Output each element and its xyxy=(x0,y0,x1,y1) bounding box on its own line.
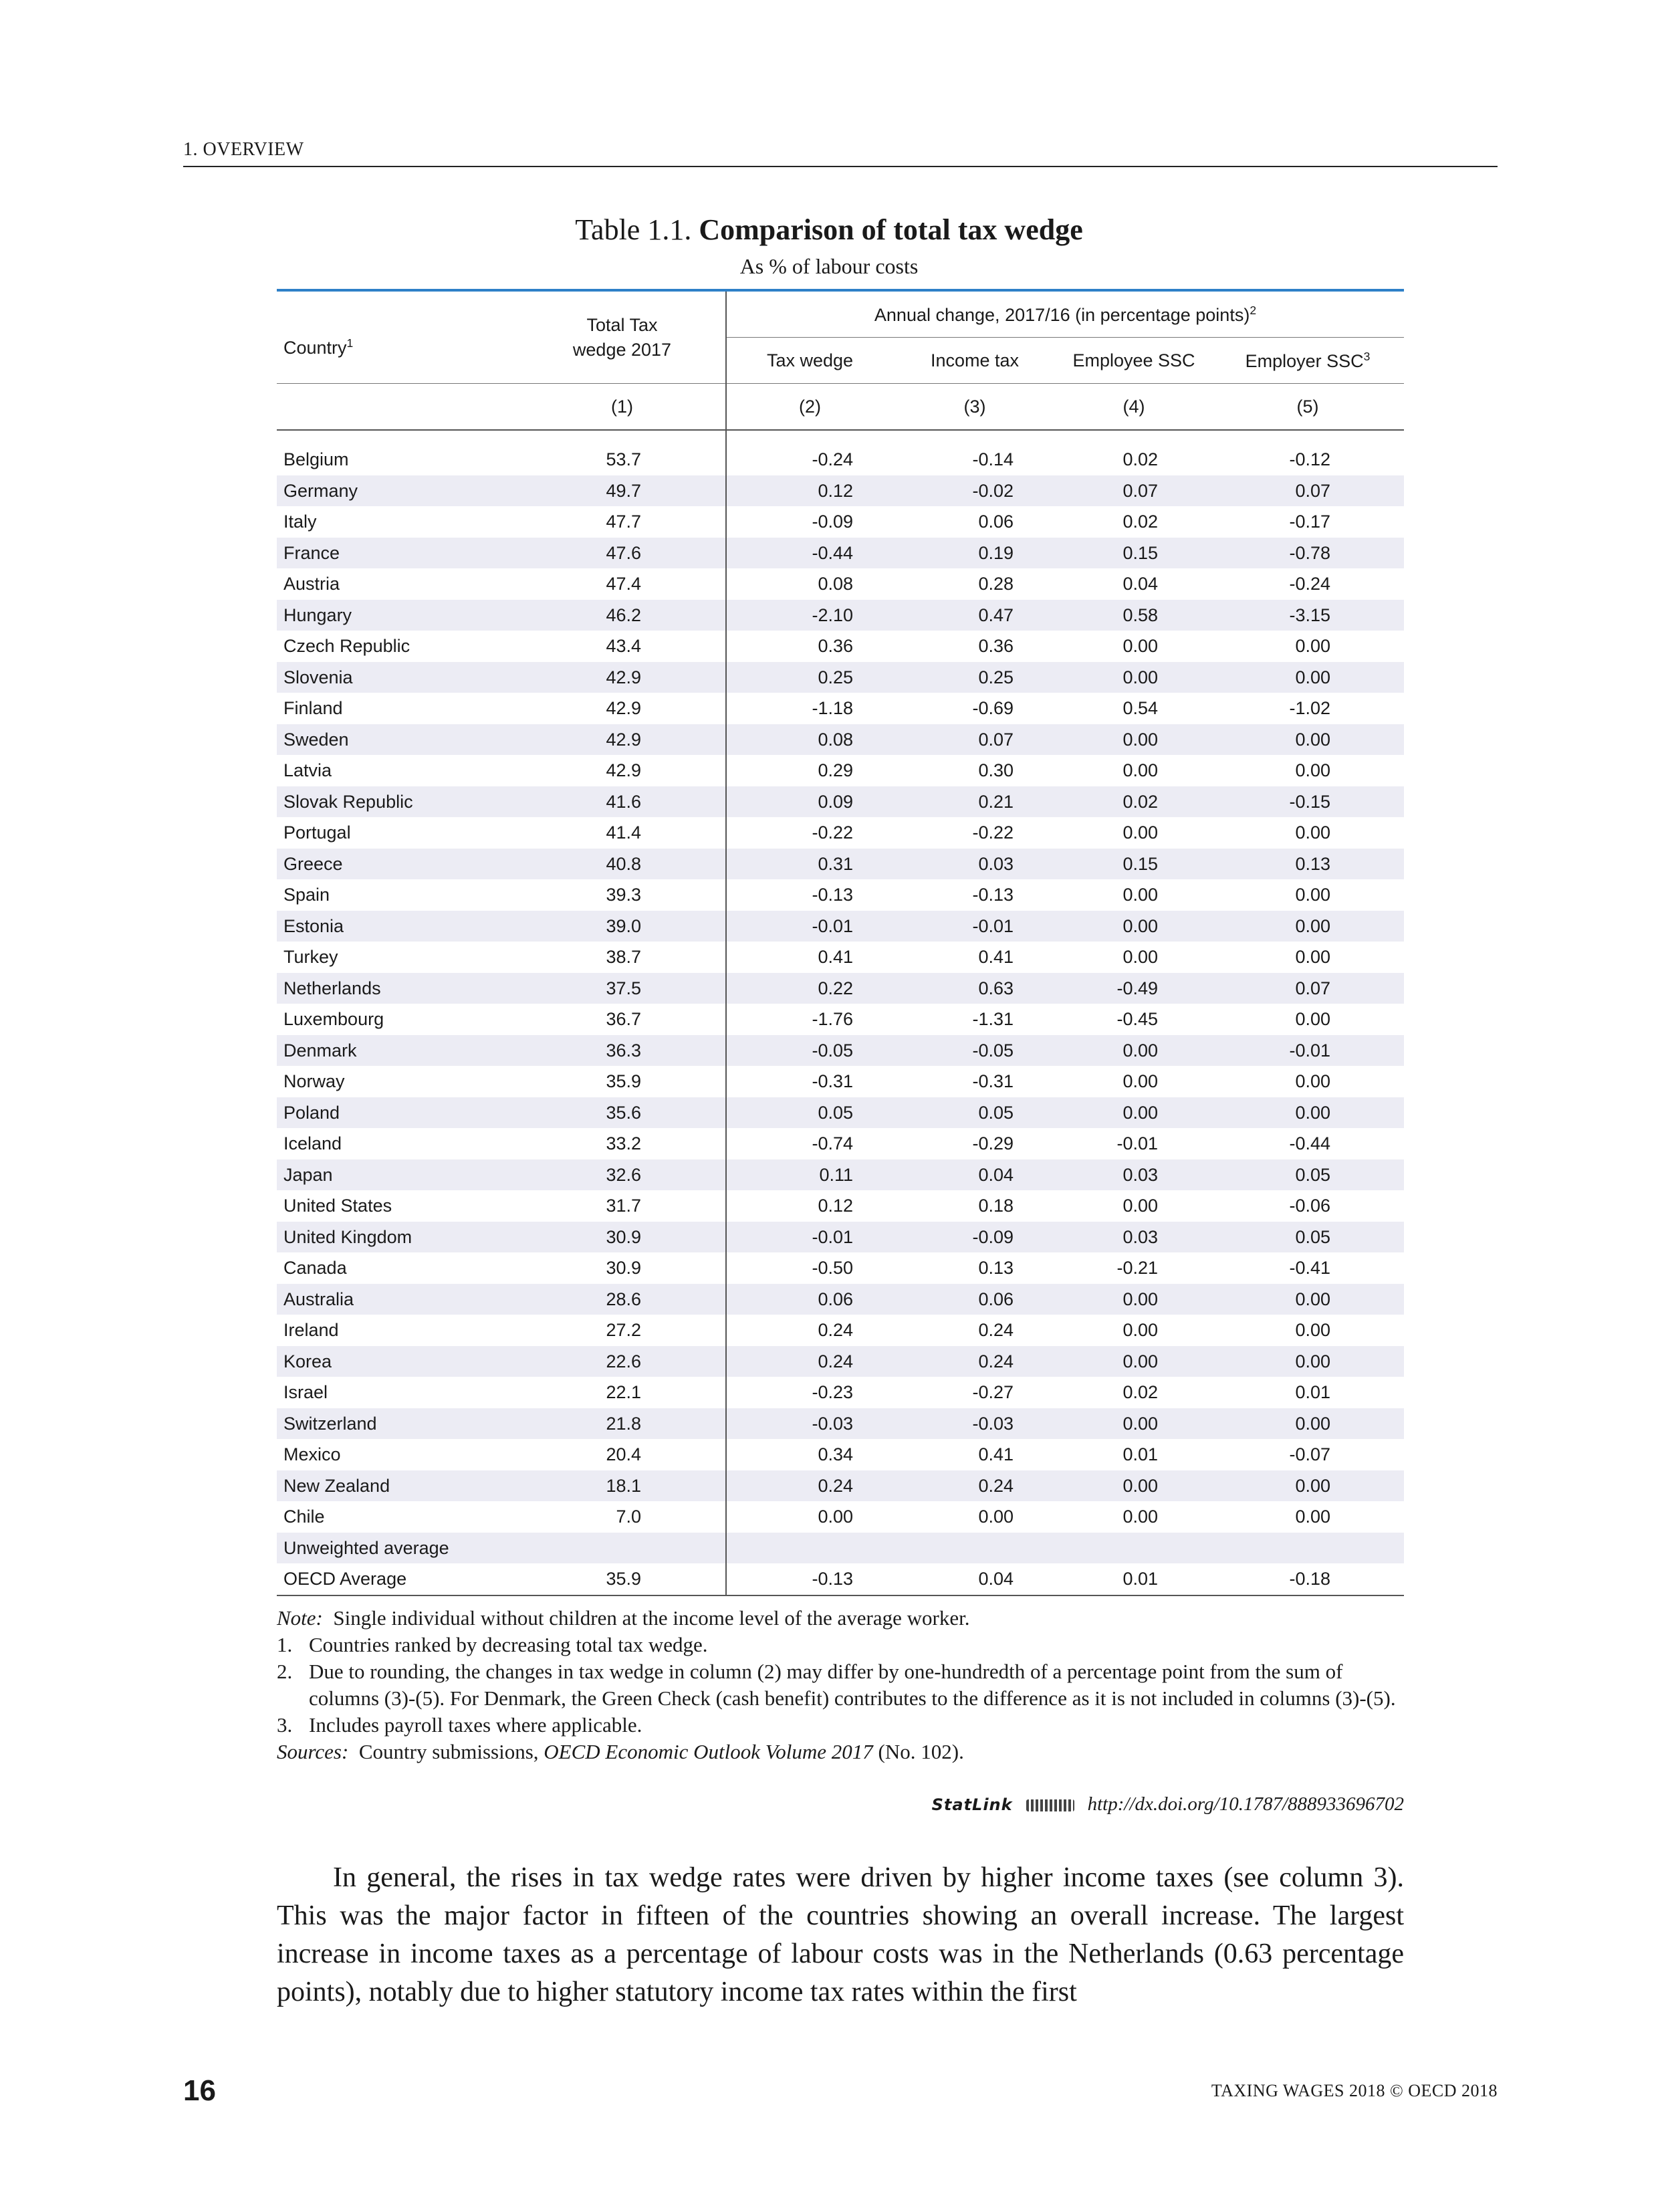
row-value-col2: -0.05 xyxy=(726,1035,893,1067)
table-row xyxy=(277,1035,1404,1067)
row-value-col1: 43.4 xyxy=(519,631,726,662)
table-row xyxy=(277,1563,1404,1595)
row-value-col2: -0.31 xyxy=(726,1066,893,1097)
table-row xyxy=(277,849,1404,880)
row-value-col5: 0.00 xyxy=(1211,817,1404,849)
row-value-col3 xyxy=(893,1533,1056,1564)
table-row xyxy=(277,1128,1404,1159)
row-value-col4: 0.00 xyxy=(1056,1035,1211,1067)
row-value-col2: 0.12 xyxy=(726,475,893,507)
row-value-col5: 0.00 xyxy=(1211,1284,1404,1315)
row-value-col1 xyxy=(519,1533,726,1564)
row-value-col3: 0.21 xyxy=(893,786,1056,818)
row-value-col2: -2.10 xyxy=(726,600,893,631)
row-value-col3: 0.19 xyxy=(893,538,1056,569)
row-value-col4: 0.02 xyxy=(1056,786,1211,818)
row-value-col4: 0.00 xyxy=(1056,1408,1211,1440)
row-value-col2: -0.23 xyxy=(726,1377,893,1408)
table-body xyxy=(277,430,1404,1595)
row-value-col5: -0.24 xyxy=(1211,568,1404,600)
row-value-col1: 42.9 xyxy=(519,662,726,693)
row-value-col1: 27.2 xyxy=(519,1315,726,1346)
header-rule xyxy=(183,166,1498,167)
row-value-col1: 31.7 xyxy=(519,1190,726,1222)
header-country: Country$^1$ xyxy=(277,290,519,384)
row-value-col1: 42.9 xyxy=(519,724,726,756)
row-value-col3: -1.31 xyxy=(893,1004,1056,1035)
row-value-col1: 22.6 xyxy=(519,1346,726,1377)
row-value-col5 xyxy=(1211,1533,1404,1564)
row-value-col5: 0.07 xyxy=(1211,475,1404,507)
row-country: Unweighted average xyxy=(277,1533,519,1564)
row-value-col2: 0.36 xyxy=(726,631,893,662)
header-colnum-blank xyxy=(277,384,519,431)
row-value-col1: 33.2 xyxy=(519,1128,726,1159)
header-tax-wedge: Tax wedge xyxy=(726,338,893,384)
note-sources: Sources: Country submissions, OECD Economic Outlook Volume 2017 (No. 102). xyxy=(277,1740,964,1763)
row-value-col3: 0.28 xyxy=(893,568,1056,600)
header-colnum-5: (5) xyxy=(1211,384,1404,431)
row-value-col4: -0.45 xyxy=(1056,1004,1211,1035)
row-value-col4: 0.00 xyxy=(1056,1066,1211,1097)
row-value-col1: 21.8 xyxy=(519,1408,726,1440)
table-row xyxy=(277,942,1404,973)
row-value-col4: 0.00 xyxy=(1056,631,1211,662)
row-value-col4: 0.00 xyxy=(1056,1284,1211,1315)
row-value-col1: 7.0 xyxy=(519,1501,726,1533)
row-value-col3: 0.13 xyxy=(893,1252,1056,1284)
row-value-col3: -0.22 xyxy=(893,817,1056,849)
row-value-col2: -0.22 xyxy=(726,817,893,849)
row-value-col2: -0.24 xyxy=(726,444,893,475)
row-value-col1: 28.6 xyxy=(519,1284,726,1315)
table-row xyxy=(277,1066,1404,1097)
table-row xyxy=(277,1284,1404,1315)
row-value-col2: -0.74 xyxy=(726,1128,893,1159)
row-value-col3: 0.18 xyxy=(893,1190,1056,1222)
row-value-col5: 0.00 xyxy=(1211,942,1404,973)
row-country: Switzerland xyxy=(277,1408,519,1440)
row-value-col2: 0.09 xyxy=(726,786,893,818)
row-value-col1: 35.9 xyxy=(519,1563,726,1595)
row-value-col5: 0.00 xyxy=(1211,879,1404,911)
row-value-col2: 0.41 xyxy=(726,942,893,973)
row-value-col3: 0.47 xyxy=(893,600,1056,631)
row-value-col1: 40.8 xyxy=(519,849,726,880)
row-value-col5: 0.05 xyxy=(1211,1222,1404,1253)
row-value-col3: -0.05 xyxy=(893,1035,1056,1067)
row-value-col1: 47.4 xyxy=(519,568,726,600)
note-general: Note: Single individual without children at the income level of the average worker. xyxy=(277,1606,970,1630)
row-value-col5: 0.00 xyxy=(1211,755,1404,786)
row-country: Denmark xyxy=(277,1035,519,1067)
note-1: 1. Countries ranked by decreasing total tax wedge. xyxy=(277,1633,708,1656)
row-country: Australia xyxy=(277,1284,519,1315)
row-value-col4: 0.02 xyxy=(1056,444,1211,475)
row-country: Netherlands xyxy=(277,973,519,1004)
row-value-col5: 0.00 xyxy=(1211,662,1404,693)
row-value-col2: 0.12 xyxy=(726,1190,893,1222)
row-country: Mexico xyxy=(277,1439,519,1470)
row-value-col3: 0.06 xyxy=(893,506,1056,538)
row-value-col1: 46.2 xyxy=(519,600,726,631)
row-value-col3: 0.00 xyxy=(893,1501,1056,1533)
row-value-col1: 42.9 xyxy=(519,693,726,724)
row-country: Latvia xyxy=(277,755,519,786)
row-value-col1: 35.9 xyxy=(519,1066,726,1097)
statlink-row xyxy=(277,1793,1404,1815)
row-value-col2: -1.76 xyxy=(726,1004,893,1035)
row-value-col3: 0.30 xyxy=(893,755,1056,786)
header-colnum-3: (3) xyxy=(893,384,1056,431)
row-value-col5: 0.00 xyxy=(1211,911,1404,942)
row-country: France xyxy=(277,538,519,569)
row-value-col4: 0.00 xyxy=(1056,662,1211,693)
table-row xyxy=(277,1004,1404,1035)
row-value-col5: -0.06 xyxy=(1211,1190,1404,1222)
row-value-col2: -0.44 xyxy=(726,538,893,569)
row-value-col4: -0.21 xyxy=(1056,1252,1211,1284)
row-country: Luxembourg xyxy=(277,1004,519,1035)
table-row xyxy=(277,1501,1404,1533)
statlink-url[interactable]: http://dx.doi.org/10.1787/888933696702 xyxy=(1087,1793,1404,1815)
row-value-col4: 0.00 xyxy=(1056,1470,1211,1502)
table-row xyxy=(277,1190,1404,1222)
row-value-col2: 0.08 xyxy=(726,724,893,756)
row-value-col5: 0.00 xyxy=(1211,1470,1404,1502)
row-value-col1: 49.7 xyxy=(519,475,726,507)
row-value-col3: -0.01 xyxy=(893,911,1056,942)
table-row xyxy=(277,724,1404,756)
table-row xyxy=(277,506,1404,538)
tax-wedge-table xyxy=(277,289,1404,1596)
row-value-col4: 0.58 xyxy=(1056,600,1211,631)
row-country: Norway xyxy=(277,1066,519,1097)
row-value-col4: 0.02 xyxy=(1056,1377,1211,1408)
row-value-col5: -0.41 xyxy=(1211,1252,1404,1284)
row-country: Greece xyxy=(277,849,519,880)
table-title-prefix: Table 1.1. xyxy=(575,213,692,246)
row-value-col5: 0.01 xyxy=(1211,1377,1404,1408)
row-value-col5: 0.00 xyxy=(1211,1501,1404,1533)
row-value-col4: 0.00 xyxy=(1056,724,1211,756)
row-value-col1: 41.6 xyxy=(519,786,726,818)
row-value-col1: 22.1 xyxy=(519,1377,726,1408)
statlink-barcode-icon xyxy=(1026,1799,1074,1811)
row-value-col3: 0.24 xyxy=(893,1346,1056,1377)
row-value-col5: -0.18 xyxy=(1211,1563,1404,1595)
statlink-logo: StatLink xyxy=(931,1795,1013,1814)
row-value-col5: -0.17 xyxy=(1211,506,1404,538)
row-value-col3: 0.04 xyxy=(893,1563,1056,1595)
row-value-col3: 0.07 xyxy=(893,724,1056,756)
row-value-col2: 0.24 xyxy=(726,1315,893,1346)
row-value-col1: 30.9 xyxy=(519,1252,726,1284)
row-value-col3: 0.24 xyxy=(893,1315,1056,1346)
row-value-col5: 0.05 xyxy=(1211,1159,1404,1191)
header-colnum-1: (1) xyxy=(519,384,726,431)
row-country: United Kingdom xyxy=(277,1222,519,1253)
row-value-col2 xyxy=(726,1533,893,1564)
row-value-col3: 0.04 xyxy=(893,1159,1056,1191)
row-value-col5: -0.07 xyxy=(1211,1439,1404,1470)
row-value-col2: 0.00 xyxy=(726,1501,893,1533)
row-value-col5: -0.78 xyxy=(1211,538,1404,569)
table-title-text: Comparison of total tax wedge xyxy=(699,213,1083,246)
table-subtitle: As % of labour costs xyxy=(739,254,919,278)
table-row xyxy=(277,817,1404,849)
row-value-col4: 0.00 xyxy=(1056,1190,1211,1222)
row-value-col1: 39.3 xyxy=(519,879,726,911)
row-value-col3: 0.25 xyxy=(893,662,1056,693)
row-value-col3: 0.24 xyxy=(893,1470,1056,1502)
row-country: Portugal xyxy=(277,817,519,849)
row-value-col5: -3.15 xyxy=(1211,600,1404,631)
row-value-col4: 0.01 xyxy=(1056,1563,1211,1595)
row-value-col5: 0.13 xyxy=(1211,849,1404,880)
table-row xyxy=(277,1439,1404,1470)
running-head: 1. OVERVIEW xyxy=(183,139,304,160)
row-value-col2: -1.18 xyxy=(726,693,893,724)
row-value-col2: 0.11 xyxy=(726,1159,893,1191)
footer-publication: TAXING WAGES 2018 © OECD 2018 xyxy=(1211,2081,1498,2100)
row-value-col5: 0.00 xyxy=(1211,1315,1404,1346)
row-value-col4: 0.00 xyxy=(1056,879,1211,911)
row-country: Slovak Republic xyxy=(277,786,519,818)
row-value-col2: -0.13 xyxy=(726,879,893,911)
row-value-col3: 0.03 xyxy=(893,849,1056,880)
table-row xyxy=(277,693,1404,724)
row-value-col2: 0.25 xyxy=(726,662,893,693)
row-country: OECD Average xyxy=(277,1563,519,1595)
row-value-col4: 0.00 xyxy=(1056,1501,1211,1533)
note-2: 2. Due to rounding, the changes in tax wedge in column (2) may differ by one-hundredth of a percentage point from the sum of columns (3)-(5). For Denmark, the Green Check (cash benefit) contributes to the difference as it is not included in columns (3)-(5). xyxy=(277,1660,1396,1710)
row-value-col2: -0.01 xyxy=(726,1222,893,1253)
row-value-col2: 0.24 xyxy=(726,1470,893,1502)
row-value-col2: 0.08 xyxy=(726,568,893,600)
row-value-col3: 0.05 xyxy=(893,1097,1056,1129)
row-value-col2: -0.50 xyxy=(726,1252,893,1284)
row-country: Iceland xyxy=(277,1128,519,1159)
row-value-col3: -0.27 xyxy=(893,1377,1056,1408)
table-row xyxy=(277,1377,1404,1408)
row-value-col5: 0.00 xyxy=(1211,1408,1404,1440)
header-colnum-2: (2) xyxy=(726,384,893,431)
row-value-col1: 36.3 xyxy=(519,1035,726,1067)
row-value-col5: -1.02 xyxy=(1211,693,1404,724)
row-country: Israel xyxy=(277,1377,519,1408)
table-row xyxy=(277,1097,1404,1129)
row-value-col5: -0.12 xyxy=(1211,444,1404,475)
row-country: Chile xyxy=(277,1501,519,1533)
row-value-col3: -0.03 xyxy=(893,1408,1056,1440)
row-value-col2: 0.06 xyxy=(726,1284,893,1315)
row-value-col1: 42.9 xyxy=(519,755,726,786)
row-value-col2: 0.24 xyxy=(726,1346,893,1377)
row-value-col4: 0.03 xyxy=(1056,1159,1211,1191)
row-country: Italy xyxy=(277,506,519,538)
row-value-col4: 0.00 xyxy=(1056,1097,1211,1129)
table-row xyxy=(277,1408,1404,1440)
row-value-col4: 0.01 xyxy=(1056,1439,1211,1470)
row-value-col4: 0.00 xyxy=(1056,911,1211,942)
row-value-col1: 39.0 xyxy=(519,911,726,942)
row-country: New Zealand xyxy=(277,1470,519,1502)
table-row xyxy=(277,600,1404,631)
note-3: 3. Includes payroll taxes where applicable. xyxy=(277,1713,642,1737)
row-value-col1: 36.7 xyxy=(519,1004,726,1035)
row-value-col4: 0.00 xyxy=(1056,1346,1211,1377)
row-country: Canada xyxy=(277,1252,519,1284)
row-value-col1: 47.6 xyxy=(519,538,726,569)
row-value-col2: 0.31 xyxy=(726,849,893,880)
row-value-col5: 0.00 xyxy=(1211,1004,1404,1035)
row-country: Turkey xyxy=(277,942,519,973)
row-value-col4: 0.00 xyxy=(1056,755,1211,786)
row-value-col5: 0.00 xyxy=(1211,631,1404,662)
row-value-col4: 0.00 xyxy=(1056,942,1211,973)
row-value-col2: 0.34 xyxy=(726,1439,893,1470)
row-value-col4: 0.03 xyxy=(1056,1222,1211,1253)
row-country: Germany xyxy=(277,475,519,507)
row-value-col1: 47.7 xyxy=(519,506,726,538)
row-value-col5: 0.07 xyxy=(1211,973,1404,1004)
table-spacer xyxy=(277,430,1404,444)
row-country: Slovenia xyxy=(277,662,519,693)
header-employee-ssc: Employee SSC xyxy=(1056,338,1211,384)
row-value-col1: 18.1 xyxy=(519,1470,726,1502)
row-value-col3: 0.63 xyxy=(893,973,1056,1004)
table-row xyxy=(277,911,1404,942)
row-value-col3: 0.36 xyxy=(893,631,1056,662)
row-value-col4: -0.01 xyxy=(1056,1128,1211,1159)
table-row xyxy=(277,786,1404,818)
table-row xyxy=(277,1252,1404,1284)
row-value-col2: -0.01 xyxy=(726,911,893,942)
row-country: Estonia xyxy=(277,911,519,942)
row-value-col3: -0.31 xyxy=(893,1066,1056,1097)
row-value-col4: 0.04 xyxy=(1056,568,1211,600)
table-row xyxy=(277,879,1404,911)
row-value-col3: -0.09 xyxy=(893,1222,1056,1253)
row-value-col4: 0.00 xyxy=(1056,817,1211,849)
header-income-tax: Income tax xyxy=(893,338,1056,384)
row-value-col5: 0.00 xyxy=(1211,1097,1404,1129)
row-country: Czech Republic xyxy=(277,631,519,662)
row-value-col1: 32.6 xyxy=(519,1159,726,1191)
header-total-tax-wedge: Total Tax wedge 2017 xyxy=(519,290,726,384)
table-row xyxy=(277,1346,1404,1377)
page-number: 16 xyxy=(183,2074,216,2107)
row-value-col2: -0.09 xyxy=(726,506,893,538)
row-value-col5: -0.44 xyxy=(1211,1128,1404,1159)
row-value-col2: -0.03 xyxy=(726,1408,893,1440)
row-value-col4: 0.00 xyxy=(1056,1315,1211,1346)
body-text xyxy=(277,1859,1404,2011)
table-row xyxy=(277,973,1404,1004)
header-annual-change: Annual change, 2017/16 (in percentage points)$^2$ xyxy=(726,290,1404,338)
table-row xyxy=(277,538,1404,569)
table-row xyxy=(277,444,1404,475)
table-row xyxy=(277,1159,1404,1191)
row-value-col2: 0.05 xyxy=(726,1097,893,1129)
row-country: Japan xyxy=(277,1159,519,1191)
row-value-col4: 0.15 xyxy=(1056,849,1211,880)
table-row xyxy=(277,1315,1404,1346)
row-country: United States xyxy=(277,1190,519,1222)
row-value-col1: 53.7 xyxy=(519,444,726,475)
table-row xyxy=(277,568,1404,600)
row-value-col4: 0.54 xyxy=(1056,693,1211,724)
row-value-col2: 0.22 xyxy=(726,973,893,1004)
row-country: Austria xyxy=(277,568,519,600)
row-value-col4: 0.07 xyxy=(1056,475,1211,507)
row-value-col4: -0.49 xyxy=(1056,973,1211,1004)
table-title xyxy=(0,213,1658,247)
row-value-col1: 20.4 xyxy=(519,1439,726,1470)
table-row xyxy=(277,662,1404,693)
table-row xyxy=(277,1533,1404,1564)
row-value-col5: 0.00 xyxy=(1211,1066,1404,1097)
row-value-col5: 0.00 xyxy=(1211,724,1404,756)
row-value-col3: 0.06 xyxy=(893,1284,1056,1315)
table-row xyxy=(277,1470,1404,1502)
row-country: Hungary xyxy=(277,600,519,631)
row-value-col1: 41.4 xyxy=(519,817,726,849)
row-country: Poland xyxy=(277,1097,519,1129)
row-value-col3: -0.02 xyxy=(893,475,1056,507)
row-value-col3: 0.41 xyxy=(893,1439,1056,1470)
row-value-col5: 0.00 xyxy=(1211,1346,1404,1377)
row-value-col3: 0.41 xyxy=(893,942,1056,973)
row-value-col4: 0.02 xyxy=(1056,506,1211,538)
row-country: Belgium xyxy=(277,444,519,475)
row-value-col3: -0.69 xyxy=(893,693,1056,724)
row-value-col5: -0.01 xyxy=(1211,1035,1404,1067)
row-value-col1: 35.6 xyxy=(519,1097,726,1129)
row-value-col3: -0.29 xyxy=(893,1128,1056,1159)
row-value-col3: -0.13 xyxy=(893,879,1056,911)
row-value-col2: 0.29 xyxy=(726,755,893,786)
table-row xyxy=(277,631,1404,662)
table-notes xyxy=(277,1605,1404,1765)
row-country: Spain xyxy=(277,879,519,911)
row-value-col4: 0.15 xyxy=(1056,538,1211,569)
body-paragraph: In general, the rises in tax wedge rates were driven by higher income taxes (see column 3). This was the major factor in fifteen of the countries showing an overall increase. The largest increase in income taxes as a percentage of labour costs was in the Netherlands (0.63 percentage points), notably due to higher statutory income tax rates within the first xyxy=(277,1862,1404,2007)
table-row xyxy=(277,1222,1404,1253)
row-value-col1: 38.7 xyxy=(519,942,726,973)
table-row xyxy=(277,755,1404,786)
row-value-col2: -0.13 xyxy=(726,1563,893,1595)
row-country: Sweden xyxy=(277,724,519,756)
row-value-col1: 30.9 xyxy=(519,1222,726,1253)
row-country: Korea xyxy=(277,1346,519,1377)
table-row xyxy=(277,475,1404,507)
row-value-col1: 37.5 xyxy=(519,973,726,1004)
row-country: Finland xyxy=(277,693,519,724)
row-value-col4 xyxy=(1056,1533,1211,1564)
header-colnum-4: (4) xyxy=(1056,384,1211,431)
row-value-col5: -0.15 xyxy=(1211,786,1404,818)
row-country: Ireland xyxy=(277,1315,519,1346)
header-employer-ssc: Employer SSC$^3$ xyxy=(1211,338,1404,384)
row-value-col3: -0.14 xyxy=(893,444,1056,475)
